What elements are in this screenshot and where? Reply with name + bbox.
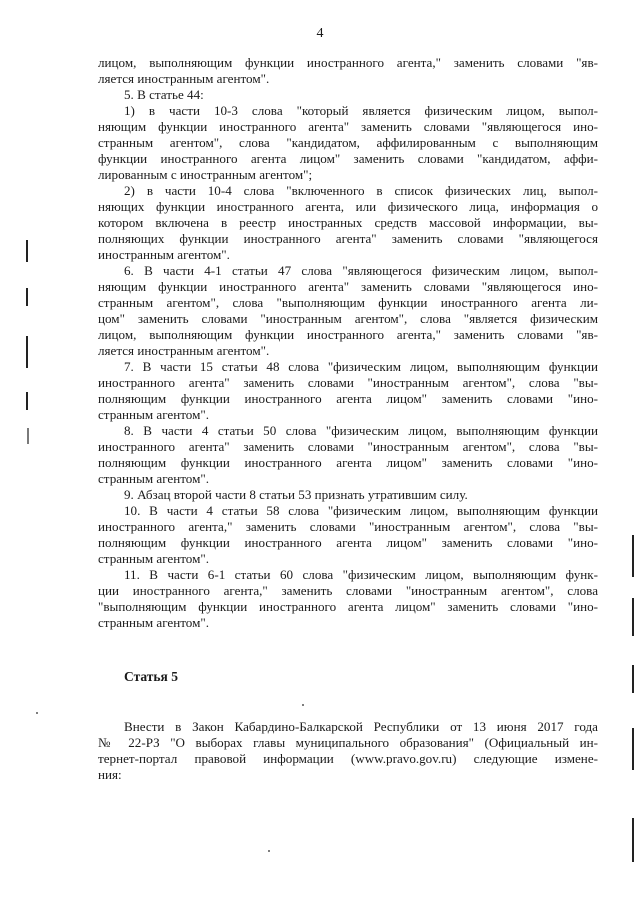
amendment-list xyxy=(98,55,598,631)
page-number: 4 xyxy=(316,26,324,41)
amendment-paragraph xyxy=(98,423,598,487)
right-margin-mark xyxy=(632,665,634,693)
text-line: иностранного агента" заменить словами "иностранным агентом", слова "вы- xyxy=(98,439,598,454)
article-heading: Статья 5 xyxy=(124,669,178,684)
text-line: 11. В части 6-1 статьи 60 слова "физическим лицом, выполняющим функ- xyxy=(124,567,598,582)
amendment-paragraph xyxy=(98,183,598,263)
left-margin-mark xyxy=(26,288,28,306)
amendment-paragraph xyxy=(98,487,598,503)
text-line: няющим функции иностранного агента" заменить словами "являющегося ино- xyxy=(98,279,598,294)
amendment-paragraph xyxy=(98,503,598,567)
amendment-paragraph xyxy=(98,263,598,359)
text-line: 9. Абзац второй части 8 статьи 53 признать утратившим силу. xyxy=(124,487,468,502)
text-line: № 22-РЗ "О выборах главы муниципального образования" (Официальный ин- xyxy=(98,735,598,750)
scan-speck xyxy=(302,704,304,706)
scan-speck xyxy=(36,712,38,714)
scan-speck xyxy=(268,850,270,852)
left-margin-mark xyxy=(26,336,28,368)
text-line: странным агентом". xyxy=(98,615,210,630)
text-line: 7. В части 15 статьи 48 слова "физическим лицом, выполняющим функции xyxy=(124,359,598,374)
text-line: "выполняющим функции иностранного агента лицом" заменить словами "ино- xyxy=(98,599,598,614)
text-line: цом" заменить словами "иностранным агентом", слова "является физическим xyxy=(98,311,598,326)
text-line: иностранного агента" заменить словами "иностранным агентом", слова "вы- xyxy=(98,375,598,390)
text-line: ляется иностранным агентом". xyxy=(98,71,270,86)
text-line: лированным с иностранным агентом"; xyxy=(98,167,313,182)
text-line: функции иностранного агента лицом" заменить словами "кандидатом, аффи- xyxy=(98,151,598,166)
right-margin-mark xyxy=(632,818,634,862)
right-margin-mark xyxy=(632,728,634,770)
text-line: странным агентом", слова "кандидатом, аффилированным с выполняющим xyxy=(98,135,598,150)
amendment-paragraph xyxy=(98,567,598,631)
amendment-paragraph xyxy=(98,359,598,423)
text-line: странным агентом", слова "выполняющим функции иностранного агента ли- xyxy=(98,295,598,310)
text-line: 2) в части 10-4 слова "включенного в список физических лиц, выпол- xyxy=(124,183,598,198)
text-line: 6. В части 4-1 статьи 47 слова "являющегося физическим лицом, выпол- xyxy=(124,263,598,278)
amendment-paragraph xyxy=(98,87,598,103)
text-line: странным агентом". xyxy=(98,407,210,422)
text-line: полняющих функции иностранного агента" заменить словами "являющегося xyxy=(98,231,598,246)
document-body xyxy=(98,55,598,783)
text-line: ции иностранного агента," заменить словами "иностранным агентом", слова xyxy=(98,583,598,598)
text-line: полняющим функции иностранного агента лицом" заменить словами "ино- xyxy=(98,535,598,550)
left-margin-mark xyxy=(26,392,28,410)
text-line: 5. В статье 44: xyxy=(124,87,204,102)
text-line: иностранным агентом". xyxy=(98,247,230,262)
text-line: ляется иностранным агентом". xyxy=(98,343,270,358)
left-margin-mark xyxy=(27,428,29,444)
right-margin-mark xyxy=(632,598,634,636)
amendment-paragraph xyxy=(98,55,598,87)
text-line: лицом, выполняющим функции иностранного агента," заменить словами "яв- xyxy=(98,55,598,70)
text-line: странным агентом". xyxy=(98,551,210,566)
text-line: 8. В части 4 статьи 50 слова "физическим лицом, выполняющим функции xyxy=(124,423,598,438)
text-line: полняющим функции иностранного агента лицом" заменить словами "ино- xyxy=(98,391,598,406)
text-line: странным агентом". xyxy=(98,471,210,486)
text-line: иностранного агента," заменить словами "иностранным агентом", слова "вы- xyxy=(98,519,598,534)
text-line: няющих функции иностранного агента, или физического лица, информация о xyxy=(98,199,598,214)
text-line: 10. В части 4 статьи 58 слова "физическим лицом, выполняющим функции xyxy=(124,503,598,518)
amendment-paragraph xyxy=(98,103,598,183)
left-margin-mark xyxy=(26,240,28,262)
right-margin-mark xyxy=(632,535,634,577)
text-line: лицом, выполняющим функции иностранного агента," заменить словами "яв- xyxy=(98,327,598,342)
article-paragraph xyxy=(98,719,598,783)
text-line: 1) в части 10-3 слова "который является физическим лицом, выпол- xyxy=(124,103,598,118)
text-line: няющим функции иностранного агента" заменить словами "являющегося ино- xyxy=(98,119,598,134)
text-line: котором включена в реестр иностранных средств массовой информации, вы- xyxy=(98,215,598,230)
text-line: тернет-портал правовой информации (www.pravo.gov.ru) следующие измене- xyxy=(98,751,598,766)
text-line: Внести в Закон Кабардино-Балкарской Республики от 13 июня 2017 года xyxy=(124,719,598,734)
text-line: полняющим функции иностранного агента лицом" заменить словами "ино- xyxy=(98,455,598,470)
text-line: ния: xyxy=(98,767,122,782)
